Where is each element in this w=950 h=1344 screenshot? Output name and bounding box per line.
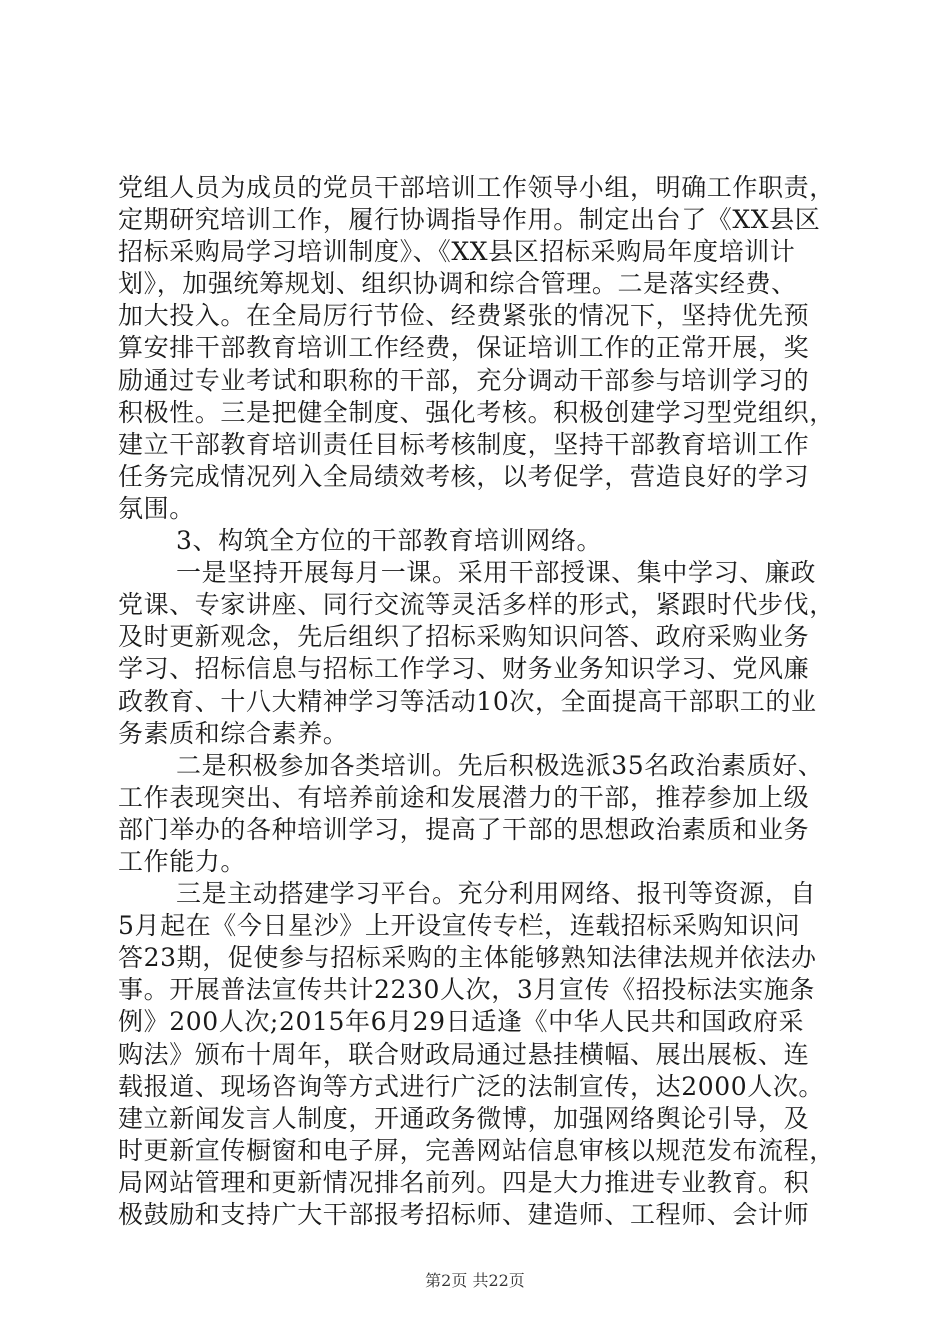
text-line: 任务完成情况列入全局绩效考核，以考促学，营造良好的学习	[118, 461, 810, 491]
text-line: 建立干部教育培训责任目标考核制度，坚持干部教育培训工作	[118, 429, 810, 459]
text-line: 局网站管理和更新情况排名前列。四是大力推进专业教育。积	[118, 1167, 810, 1197]
page-number-footer: 第2页 共22页	[425, 1271, 525, 1290]
text-line: 购法》颁布十周年，联合财政局通过悬挂横幅、展出展板、连	[118, 1039, 810, 1069]
text-line: 算安排干部教育培训工作经费，保证培训工作的正常开展，奖	[118, 333, 810, 363]
text-line: 及时更新观念，先后组织了招标采购知识问答、政府采购业务	[118, 622, 810, 652]
text-line: 工作表现突出、有培养前途和发展潜力的干部，推荐参加上级	[118, 782, 810, 812]
text-line: 学习、招标信息与招标工作学习、财务业务知识学习、党风廉	[118, 654, 810, 684]
text-line: 事。开展普法宣传共计2230人次，3月宣传《招投标法实施条	[118, 975, 815, 1005]
text-line: 极鼓励和支持广大干部报考招标师、建造师、工程师、会计师	[118, 1200, 810, 1229]
text-line: 积极性。三是把健全制度、强化考核。积极创建学习型党组织，	[118, 397, 835, 427]
paragraph-start: 三是主动搭建学习平台。充分利用网络、报刊等资源，自	[176, 879, 817, 909]
text-line: 时更新宣传橱窗和电子屏，完善网站信息审核以规范发布流程，	[118, 1135, 835, 1165]
text-line: 政教育、十八大精神学习等活动10次，全面提高干部职工的业	[118, 686, 817, 716]
text-line: 招标采购局学习培训制度》、《XX县区招标采购局年度培训计	[118, 237, 796, 267]
text-line: 励通过专业考试和职称的干部，充分调动干部参与培训学习的	[118, 365, 810, 395]
text-line: 例》200人次;2015年6月29日适逢《中华人民共和国政府采	[118, 1007, 805, 1037]
paragraph-start: 二是积极参加各类培训。先后积极选派35名政治素质好、	[176, 750, 824, 780]
text-line: 定期研究培训工作，履行协调指导作用。制定出台了《XX县区	[118, 205, 821, 235]
paragraph-start: 一是坚持开展每月一课。采用干部授课、集中学习、廉政	[176, 558, 817, 588]
section-heading: 3、构筑全方位的干部教育培训网络。	[176, 526, 603, 556]
document-body	[118, 172, 838, 1231]
text-line: 党课、专家讲座、同行交流等灵活多样的形式，紧跟时代步伐，	[118, 590, 835, 620]
text-line: 务素质和综合素养。	[118, 718, 349, 748]
text-line: 部门举办的各种培训学习，提高了干部的思想政治素质和业务	[118, 814, 810, 844]
text-line: 划》，加强统筹规划、组织协调和综合管理。二是落实经费、	[118, 269, 797, 299]
text-line: 加大投入。在全局厉行节俭、经费紧张的情况下，坚持优先预	[118, 301, 810, 331]
text-line: 载报道、现场咨询等方式进行广泛的法制宣传，达2000人次。	[118, 1071, 825, 1101]
text-line: 党组人员为成员的党员干部培训工作领导小组，明确工作职责，	[118, 173, 835, 202]
text-line: 工作能力。	[118, 846, 247, 876]
text-line: 5月起在《今日星沙》上开设宣传专栏，连载招标采购知识问	[118, 911, 801, 941]
text-line: 答23期，促使参与招标采购的主体能够熟知法律法规并依法办	[118, 943, 817, 973]
text-line: 氛围。	[118, 493, 195, 523]
text-line: 建立新闻发言人制度，开通政务微博，加强网络舆论引导，及	[118, 1103, 810, 1133]
